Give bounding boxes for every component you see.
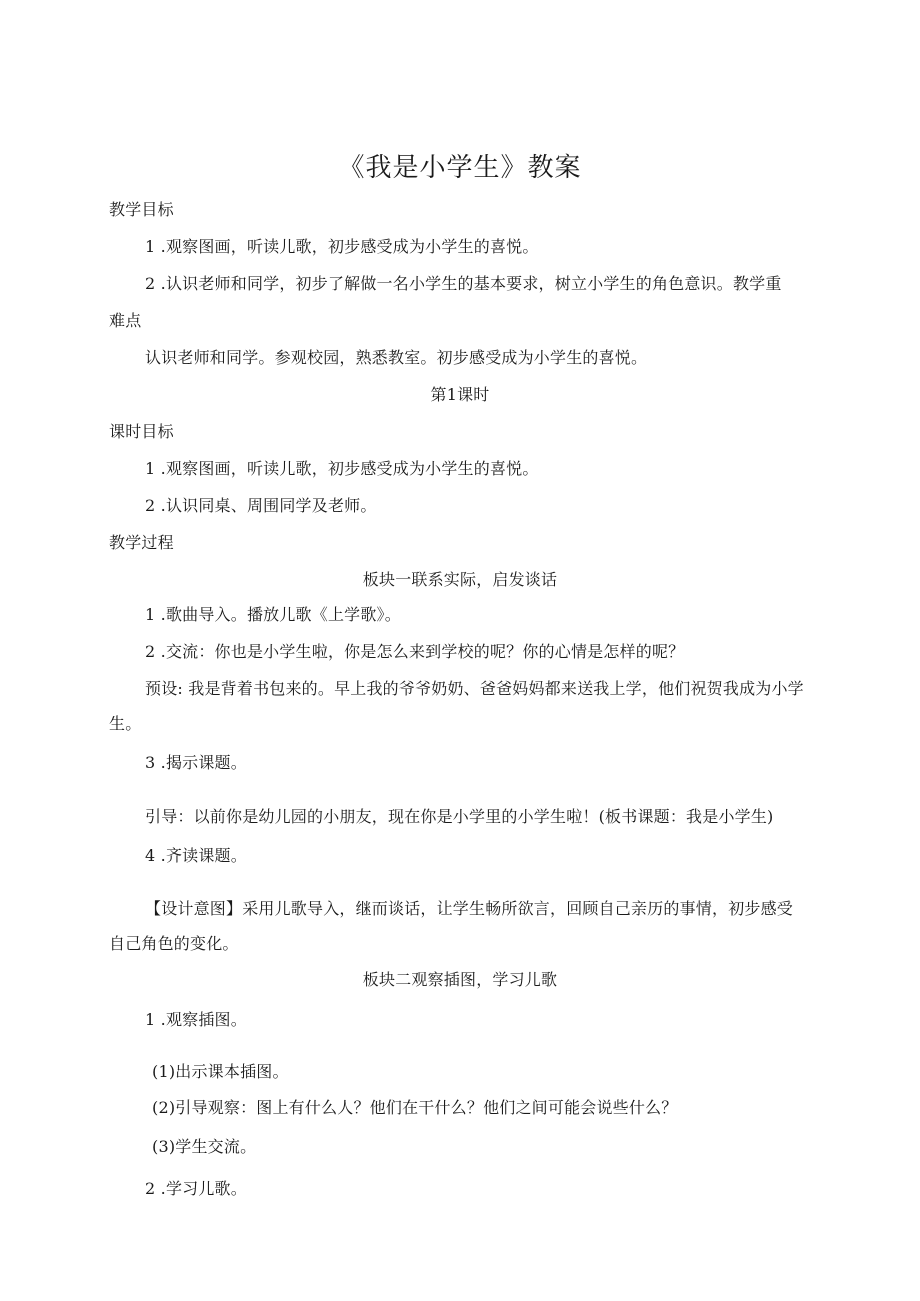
lesson-goal-2: 2 .认识同桌、周围同学及老师。: [145, 496, 377, 515]
preset-answer-continued: 生。: [109, 714, 142, 733]
heading-teaching-process: 教学过程: [109, 533, 174, 552]
observe-step-2: 2 .学习儿歌。: [145, 1179, 247, 1198]
design-intent: 【设计意图】采用儿歌导入，继而谈话，让学生畅所欲言，回顾自己亲历的事情，初步感受: [145, 899, 794, 918]
key-difficulties-text: 认识老师和同学。参观校园，熟悉教室。初步感受成为小学生的喜悦。: [145, 348, 648, 367]
lesson-heading: 第1课时: [430, 385, 490, 404]
observe-sub-3: (3)学生交流。: [152, 1137, 257, 1156]
heading-lesson-goals: 课时目标: [109, 422, 174, 441]
observe-sub-1: (1)出示课本插图。: [152, 1062, 289, 1081]
goal-item-2: 2 .认识老师和同学，初步了解做一名小学生的基本要求，树立小学生的角色意识。教学重: [145, 274, 782, 293]
lesson-goal-1: 1 .观察图画，听读儿歌，初步感受成为小学生的喜悦。: [145, 459, 539, 478]
goal-item-2-continued: 难点: [109, 311, 142, 330]
step-1: 1 .歌曲导入。播放儿歌《上学歌》。: [145, 605, 401, 624]
preset-answer: 预设: 我是背着书包来的。早上我的爷爷奶奶、爸爸妈妈都来送我上学，他们祝贺我成为小学: [145, 679, 804, 698]
step-3: 3 .揭示课题。: [145, 753, 247, 772]
guidance-text: 引导：以前你是幼儿园的小朋友，现在你是小学里的小学生啦！(板书课题：我是小学生): [145, 807, 774, 826]
heading-teaching-goals: 教学目标: [109, 200, 174, 219]
design-intent-continued: 自己角色的变化。: [109, 934, 239, 953]
step-2: 2 .交流：你也是小学生啦，你是怎么来到学校的呢？你的心情是怎样的呢？: [145, 642, 685, 661]
section-one-heading: 板块一联系实际，启发谈话: [362, 570, 558, 589]
step-4: 4 .齐读课题。: [145, 846, 247, 865]
observe-step-1: 1 .观察插图。: [145, 1010, 247, 1029]
goal-item-1: 1 .观察图画，听读儿歌，初步感受成为小学生的喜悦。: [145, 237, 539, 256]
observe-sub-2: (2)引导观察：图上有什么人？他们在干什么？他们之间可能会说些什么？: [152, 1098, 678, 1117]
section-two-heading: 板块二观察插图，学习儿歌: [362, 970, 558, 989]
document-title: 《我是小学生》教案: [338, 153, 582, 183]
